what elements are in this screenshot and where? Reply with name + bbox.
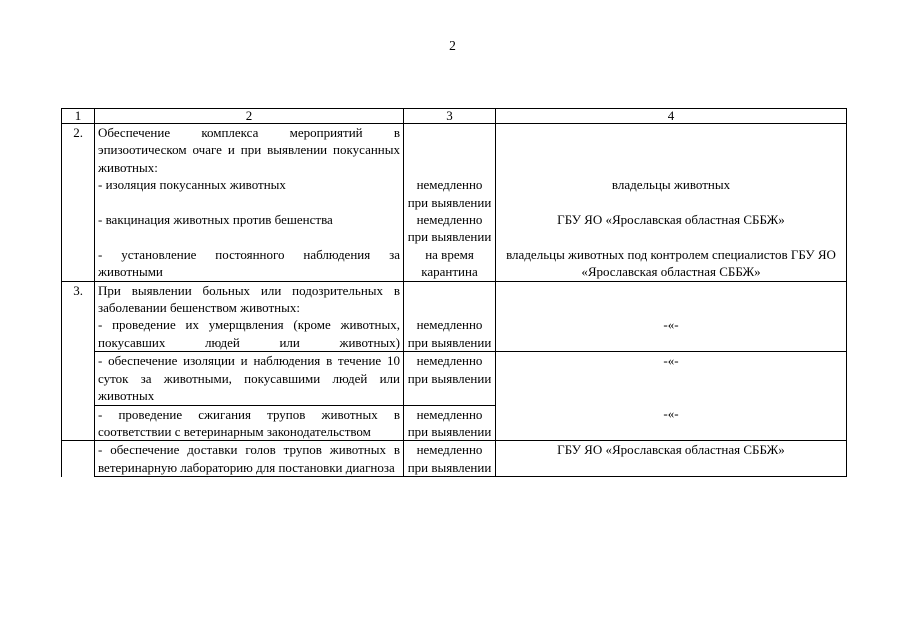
term-cell: немедленно при выявлении [404,176,496,211]
executor-cell: владельцы животных [496,176,847,211]
table-row [62,281,847,316]
section-intro: Обеспечение комплекса мероприятий в эпизоотическом очаге и при выявлении покусанных животных: [95,124,404,177]
executor-cell: -«- [496,316,847,351]
table-row [62,316,847,351]
table-row [62,441,847,477]
header-cell-3: 3 [404,109,496,124]
section-number: 3. [62,281,95,441]
table-header-row [62,109,847,124]
term-cell: немедленно при выявлении [404,441,496,477]
executor-cell [496,124,847,177]
term-cell [404,281,496,316]
term-cell: немедленно при выявлении [404,211,496,246]
term-cell: на время карантина [404,246,496,281]
table-row [62,246,847,281]
term-cell [404,124,496,177]
executor-cell: -«- [496,352,847,405]
table-row [62,352,847,405]
executor-cell [496,281,847,316]
measures-table [61,108,847,477]
measure-cell: - проведение сжигания трупов животных в соответствии с ветеринарным законодательством [95,405,404,441]
measure-cell: - обеспечение изоляции и наблюдения в течение 10 суток за животными, покусавшими людей или животных [95,352,404,405]
executor-cell: ГБУ ЯО «Ярославская областная СББЖ» [496,211,847,246]
page-number: 2 [449,38,456,53]
executor-cell: -«- [496,405,847,441]
term-cell: немедленно при выявлении [404,405,496,441]
table-row [62,405,847,441]
measure-cell: - обеспечение доставки голов трупов животных в ветеринарную лабораторию для постановки диагноза [95,441,404,477]
term-cell: немедленно при выявлении [404,352,496,405]
table-row [62,176,847,211]
measure-cell: - проведение их умерщвления (кроме животных, покусавших людей или животных) [95,316,404,351]
header-cell-2: 2 [95,109,404,124]
section-number [62,441,95,477]
section-intro: При выявлении больных или подозрительных в заболевании бешенством животных: [95,281,404,316]
term-cell: немедленно при выявлении [404,316,496,351]
executor-cell: владельцы животных под контролем специалистов ГБУ ЯО «Ярославская областная СББЖ» [496,246,847,281]
measure-cell: - установление постоянного наблюдения за животными [95,246,404,281]
table-row [62,124,847,177]
table-row [62,211,847,246]
header-cell-4: 4 [496,109,847,124]
executor-cell: ГБУ ЯО «Ярославская областная СББЖ» [496,441,847,477]
header-cell-1: 1 [62,109,95,124]
measure-cell: - изоляция покусанных животных [95,176,404,211]
section-number: 2. [62,124,95,282]
measure-cell: - вакцинация животных против бешенства [95,211,404,246]
